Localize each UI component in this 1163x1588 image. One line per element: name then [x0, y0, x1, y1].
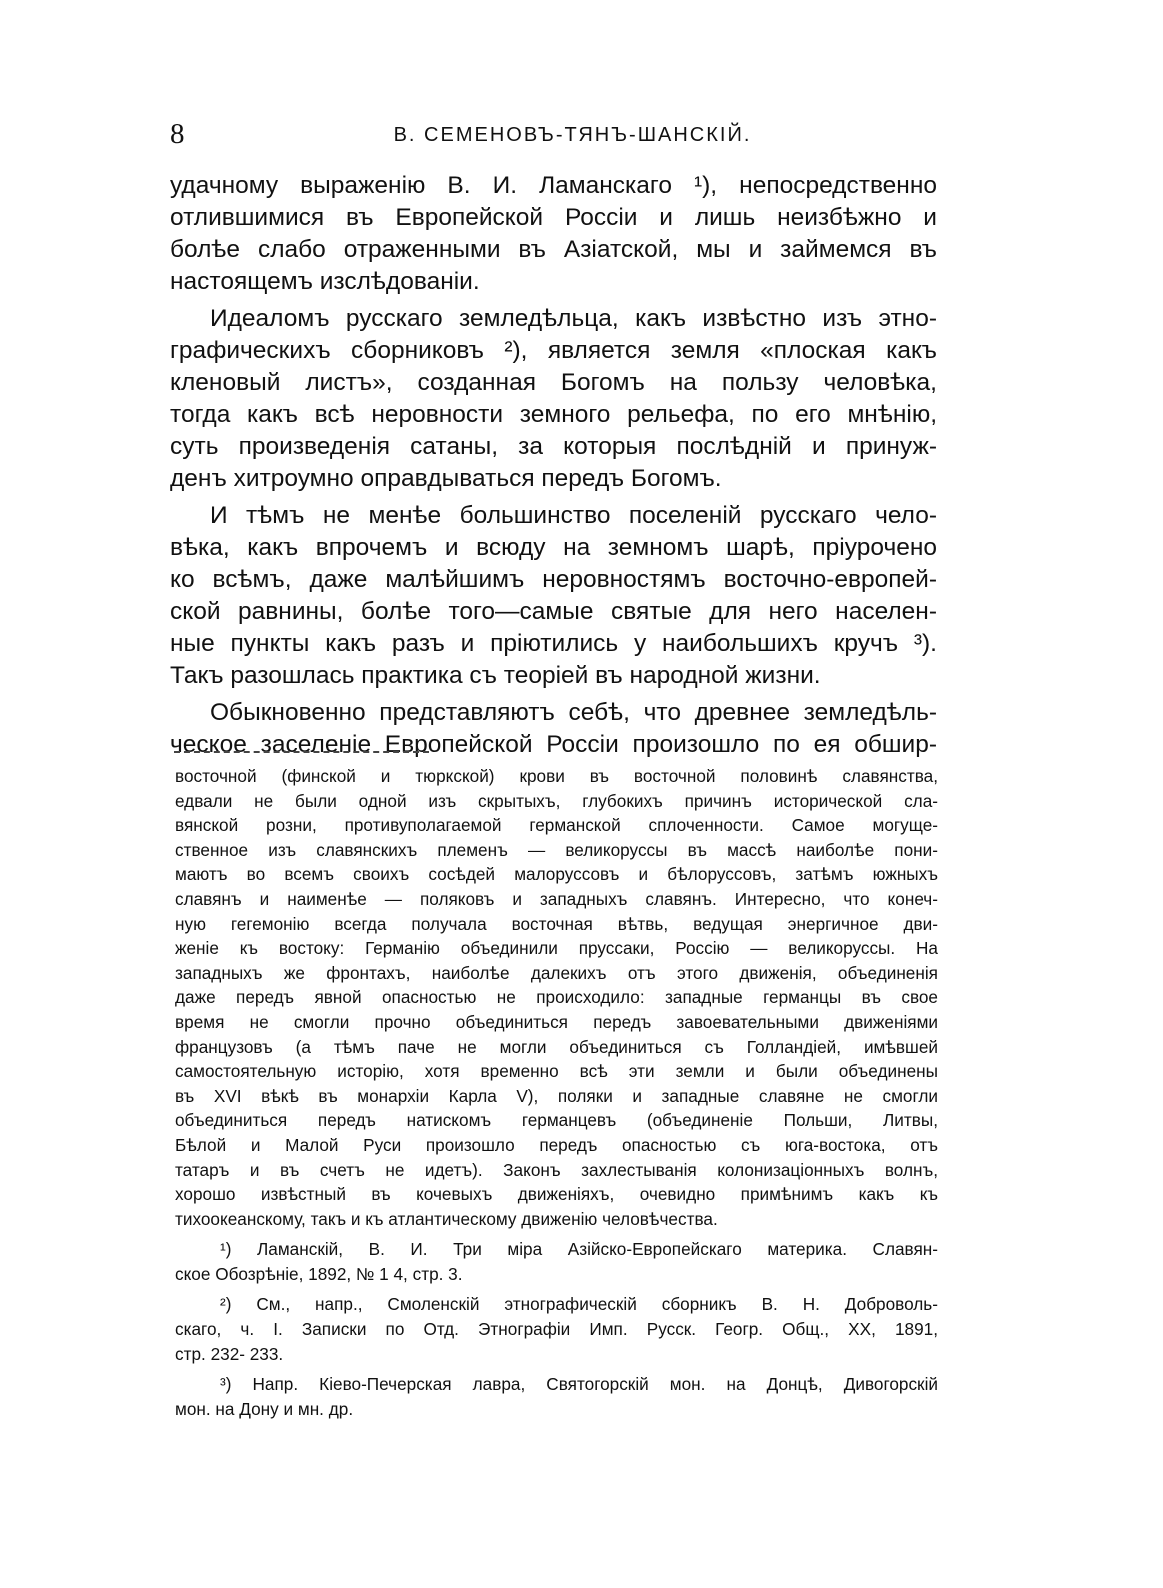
text-line: денъ хитроумно оправдываться передъ Богомъ. [170, 465, 722, 492]
footnote-line: скаго, ч. I. Записки по Отд. Этнографіи Имп. Русск. Геогр. Общ., XX, 1891, [175, 1319, 938, 1340]
footnote-line: тихоокеанскому, такъ и къ атлантическому движенію человѣчества. [175, 1208, 718, 1229]
running-title: В. СЕМЕНОВЪ-ТЯНЪ-ШАНСКІЙ. [393, 124, 752, 146]
paragraph-1 [170, 170, 937, 298]
footnote-separator [174, 751, 429, 753]
footnote-line: ское Обозрѣніе, 1892, № 1 4, стр. 3. [175, 1263, 463, 1284]
text-line: Идеаломъ русскаго земледѣльца, какъ извѣстно изъ этно- [210, 305, 937, 332]
footnote-line: ²) См., напр., Смоленскій этнографическій сборникъ В. Н. Доброволь- [220, 1294, 938, 1315]
text-line: вѣка, какъ впрочемъ и всюду на земномъ шарѣ, пріурочено [170, 534, 937, 561]
footnote-line: западныхъ же фронтахъ, наиболѣе далекихъ отъ этого движенія, объединенія [175, 962, 938, 983]
footnote-line: французовъ (а тѣмъ паче не могли объединиться съ Голландіей, имѣвшей [175, 1036, 938, 1057]
footnote-line: время не смогли прочно объединиться передъ завоевательными движеніями [175, 1011, 938, 1032]
text-line: суть произведенія сатаны, за которыя послѣдній и принуж- [170, 433, 937, 460]
footnote-line: Бѣлой и Малой Руси произошло передъ опасностью съ юга-востока, отъ [175, 1134, 938, 1155]
footnote-line: славянъ и наименѣе — поляковъ и западныхъ славянъ. Интересно, что конеч- [175, 888, 938, 909]
text-line: Обыкновенно представляютъ себѣ, что древнее земледѣль- [210, 699, 937, 726]
text-line: ческое заселеніе Европейской Россіи произошло по ея обшир- [170, 731, 937, 758]
text-line: болѣе слабо отраженными въ Азіатской, мы и займемся въ [170, 236, 937, 263]
text-line: настоящемъ изслѣдованіи. [170, 268, 480, 295]
text-line: отлившимися въ Европейской Россіи и лишь неизбѣжно и [170, 204, 937, 231]
text-line: Такъ разошлась практика съ теоріей въ народной жизни. [170, 662, 821, 689]
text-line: графическихъ сборниковъ ²), является земля «плоская какъ [170, 337, 937, 364]
text-line: ской равнины, болѣе того—самые святые для него населен- [170, 598, 937, 625]
footnote-line: стр. 232- 233. [175, 1343, 284, 1364]
footnote-line: вянской розни, противуполагаемой германской сплоченности. Самое могуще- [175, 815, 938, 836]
footnote-line: въ XVI вѣкѣ въ монархіи Карла V), поляки и западные славяне не смогли [175, 1085, 938, 1106]
footnote-line: едвали не были одной изъ скрытыхъ, глубокихъ причинъ исторической сла- [175, 790, 938, 811]
footnote-line: ственное изъ славянскихъ племенъ — великоруссы въ массѣ наиболѣе пони- [175, 839, 938, 860]
text-line: ко всѣмъ, даже малѣйшимъ неровностямъ восточно-европей- [170, 566, 937, 593]
footnote-continuation [175, 764, 938, 1231]
footnote-line: самостоятельную исторію, хотя временно всѣ эти земли и были объединены [175, 1061, 938, 1082]
text-line: ные пункты какъ разъ и пріютились у наибольшихъ кручъ ³). [170, 630, 937, 657]
footnote-line: ³) Напр. Кіево-Печерская лавра, Святогорскій мон. на Донцѣ, Дивогорскій [220, 1374, 938, 1395]
footnote-line: женіе къ востоку: Германію объединили пруссаки, Россію — великоруссы. На [175, 938, 938, 959]
paragraph-3 [170, 500, 937, 692]
main-text [170, 170, 937, 761]
text-line: тогда какъ всѣ неровности земного рельефа, по его мнѣнію, [170, 401, 937, 428]
footnote-line: мон. на Дону и мн. др. [175, 1398, 354, 1419]
footnote-1 [175, 1237, 938, 1286]
footnote-line: татаръ и въ счетъ не идетъ). Законъ захлестыванія колонизаціонныхъ волнъ, [175, 1159, 938, 1180]
footnote-line: даже передъ явной опасностью не происходило: западные германцы въ свое [175, 987, 938, 1008]
footnote-3 [175, 1372, 938, 1421]
text-line: удачному выраженію В. И. Ламанскаго ¹), непосредственно [170, 172, 937, 199]
text-line: кленовый листъ», созданная Богомъ на пользу человѣка, [170, 369, 937, 396]
paragraph-2 [170, 303, 937, 495]
footnote-line: ¹) Ламанскій, В. И. Три міра Азійско-Европейскаго материка. Славян- [220, 1239, 938, 1260]
text-line: И тѣмъ не менѣе большинство поселеній русскаго чело- [210, 502, 937, 529]
footnote-line: ную гегемонію всегда получала восточная вѣтвь, ведущая энергичное дви- [175, 913, 938, 934]
footnotes [175, 764, 938, 1421]
footnote-line: объединиться передъ натискомъ германцевъ (объединеніе Польши, Литвы, [175, 1110, 938, 1131]
page-header [170, 118, 965, 154]
footnote-line: восточной (финской и тюркской) крови въ восточной половинѣ славянства, [175, 766, 938, 786]
footnote-2 [175, 1292, 938, 1366]
page-number: 8 [170, 118, 185, 150]
footnote-line: маютъ во всемъ своихъ сосѣдей малоруссовъ и бѣлоруссовъ, затѣмъ южныхъ [175, 864, 938, 885]
footnote-line: хорошо извѣстный въ кочевыхъ движеніяхъ, очевидно примѣнимъ какъ къ [175, 1184, 938, 1205]
